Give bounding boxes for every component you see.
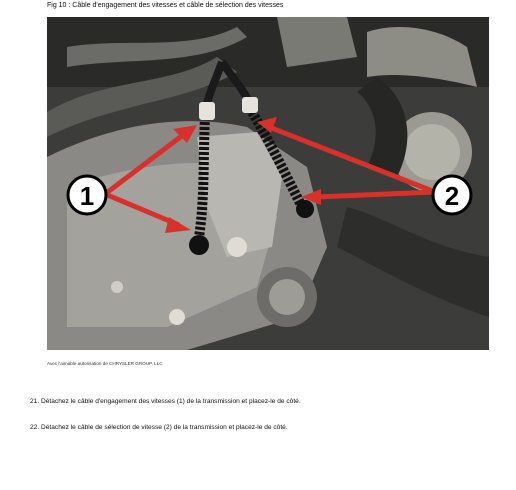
callout-2-label: 2 [444, 181, 460, 211]
step-21: 21. Détachez le câble d'engagement des vitesses (1) de la transmission et placez-le de côté. [30, 398, 301, 405]
engine-photo [47, 17, 489, 350]
step-22: 22. Détachez le câble de sélection de vitesse (2) de la transmission et placez-le de côté. [30, 424, 288, 431]
figure-caption: Fig 10 : Câble d'engagement des vitesses et câble de sélection des vitesses [47, 2, 284, 9]
callout-1-label: 1 [79, 181, 95, 211]
photo-credit: Avec l'aimable autorisation de CHRYSLER GROUP, LLC [47, 361, 163, 366]
